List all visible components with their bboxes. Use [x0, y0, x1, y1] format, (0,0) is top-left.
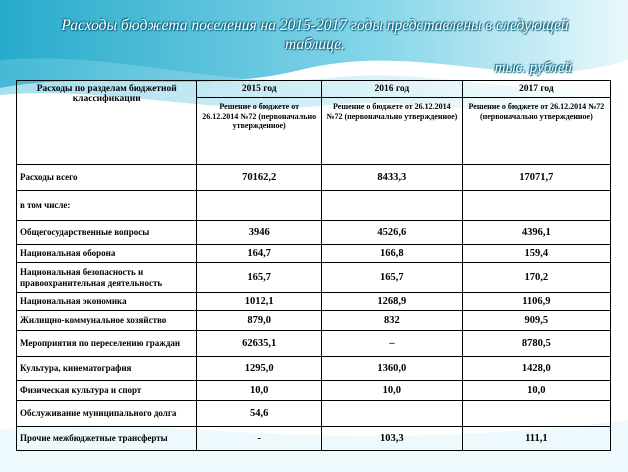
row-value-2017 [462, 191, 610, 221]
row-label: Национальная оборона [17, 245, 197, 263]
row-label: Культура, кинематография [17, 357, 197, 381]
table-row [17, 165, 611, 191]
row-value-2015: 70162,2 [197, 165, 322, 191]
header-year-2017: 2017 год [462, 81, 610, 98]
row-value-2017: 17071,7 [462, 165, 610, 191]
table-row [17, 401, 611, 427]
table-row [17, 381, 611, 401]
row-value-2015: 62635,1 [197, 331, 322, 357]
header-sub-2015: Решение о бюджете от 26.12.2014 №72 (первоначально утвержденное) [197, 98, 322, 165]
table-row [17, 331, 611, 357]
row-value-2016: – [322, 331, 463, 357]
row-value-2016: 4526,6 [322, 221, 463, 245]
row-value-2017: 909,5 [462, 311, 610, 331]
row-value-2016: 1268,9 [322, 293, 463, 311]
row-value-2015: 10,0 [197, 381, 322, 401]
row-value-2015: 54,6 [197, 401, 322, 427]
table-row [17, 263, 611, 293]
header-label-cell: Расходы по разделам бюджетной классификации [17, 81, 197, 165]
row-value-2017 [462, 401, 610, 427]
table-row [17, 245, 611, 263]
row-label: Мероприятия по переселению граждан [17, 331, 197, 357]
header-year-2016: 2016 год [322, 81, 463, 98]
row-label: Обслуживание муниципального долга [17, 401, 197, 427]
row-value-2016: 1360,0 [322, 357, 463, 381]
row-value-2016: 165,7 [322, 263, 463, 293]
row-value-2017: 1428,0 [462, 357, 610, 381]
row-label: Расходы всего [17, 165, 197, 191]
row-label: в том числе: [17, 191, 197, 221]
row-value-2015: 1012,1 [197, 293, 322, 311]
row-value-2016: 832 [322, 311, 463, 331]
table-body [17, 165, 611, 451]
row-label: Жилищно-коммунальное хозяйство [17, 311, 197, 331]
row-value-2017: 4396,1 [462, 221, 610, 245]
row-value-2017: 159,4 [462, 245, 610, 263]
row-value-2016: 103,3 [322, 427, 463, 451]
row-value-2017: 111,1 [462, 427, 610, 451]
row-value-2015: 3946 [197, 221, 322, 245]
row-value-2016 [322, 401, 463, 427]
budget-table [16, 80, 611, 451]
row-label: Общегосударственные вопросы [17, 221, 197, 245]
row-value-2017: 8780,5 [462, 331, 610, 357]
slide-title: Расходы бюджета поселения на 2015-2017 годы представлены в следующей таблице. [61, 17, 569, 53]
header-sub-2016: Решение о бюджете от 26.12.2014 №72 (первоначально утвержденное) [322, 98, 463, 165]
row-value-2015: 164,7 [197, 245, 322, 263]
row-label: Национальная безопасность и правоохранительная деятельность [17, 263, 197, 293]
table-row [17, 191, 611, 221]
row-value-2017: 10,0 [462, 381, 610, 401]
units-label: тыс. рублей [494, 60, 572, 76]
row-label: Прочие межбюджетные трансферты [17, 427, 197, 451]
table-row [17, 293, 611, 311]
row-value-2015: 879,0 [197, 311, 322, 331]
row-value-2015: 165,7 [197, 263, 322, 293]
row-value-2016: 10,0 [322, 381, 463, 401]
row-value-2016: 8433,3 [322, 165, 463, 191]
row-value-2016: 166,8 [322, 245, 463, 263]
row-value-2015: 1295,0 [197, 357, 322, 381]
table-row [17, 357, 611, 381]
row-label: Национальная экономика [17, 293, 197, 311]
row-label: Физическая культура и спорт [17, 381, 197, 401]
row-value-2016 [322, 191, 463, 221]
table-row [17, 427, 611, 451]
row-value-2017: 1106,9 [462, 293, 610, 311]
table-row [17, 221, 611, 245]
table-header-row [17, 81, 611, 98]
table-row [17, 311, 611, 331]
header-sub-2017: Решение о бюджете от 26.12.2014 №72 (первоначально утвержденное) [462, 98, 610, 165]
header-year-2015: 2015 год [197, 81, 322, 98]
row-value-2015 [197, 191, 322, 221]
row-value-2015: - [197, 427, 322, 451]
row-value-2017: 170,2 [462, 263, 610, 293]
